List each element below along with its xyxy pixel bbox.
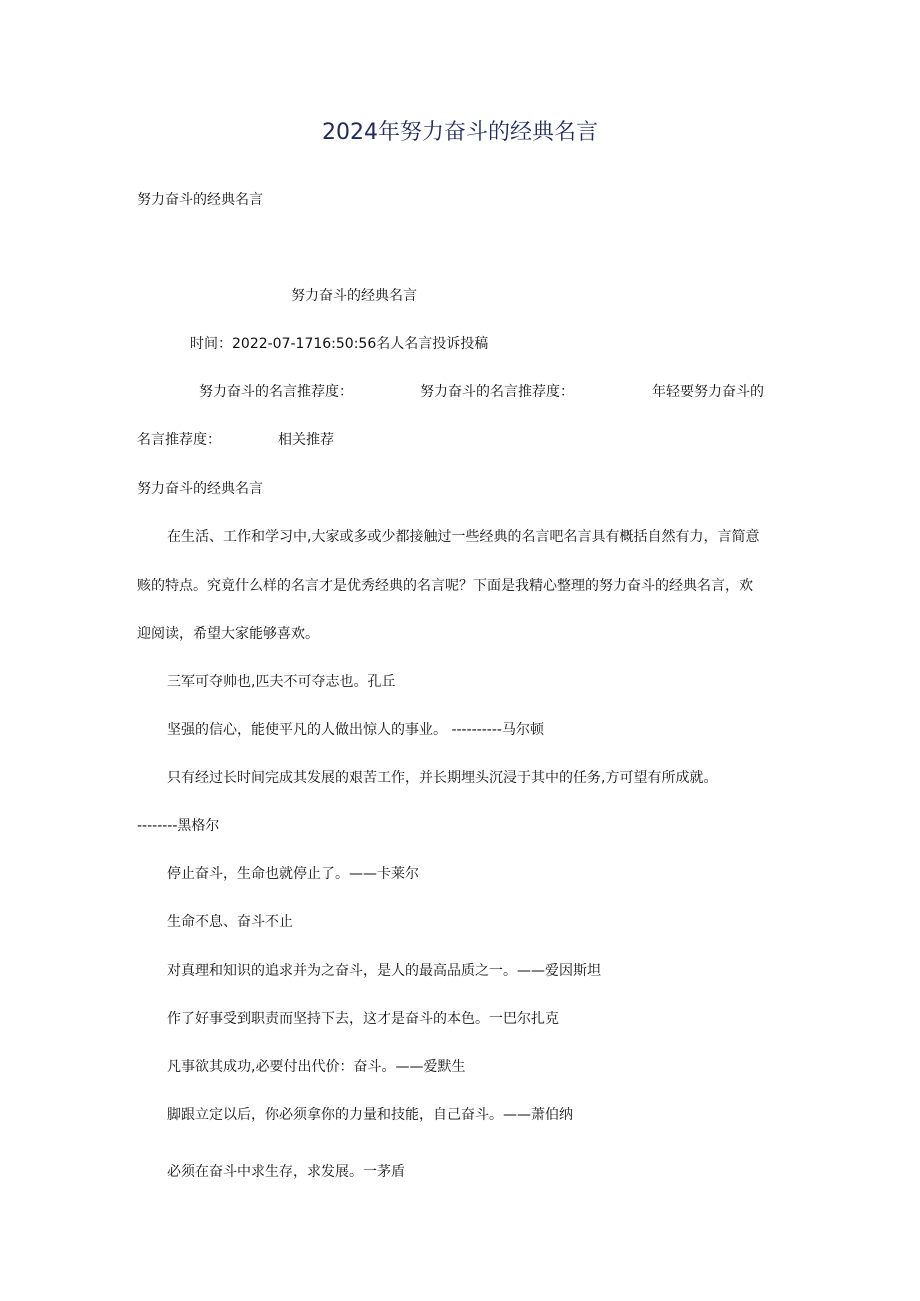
intro-line: 在生活、工作和学习中,大家或多或少都接触过一些经典的名言吧名言具有概括自然有力，言简意 — [167, 529, 760, 545]
recommend-link-3-cont[interactable]: 名言推荐度： — [137, 432, 221, 448]
quote: 脚跟立定以后，你必须拿你的力量和技能，自己奋斗。——萧伯纳 — [167, 1107, 573, 1123]
quote: 凡事欲其成功,必要付出代价：奋斗。——爱默生 — [167, 1059, 466, 1075]
quote-attribution: --------黑格尔 — [137, 818, 220, 834]
subtitle: 努力奋斗的经典名言 — [137, 192, 263, 208]
section-heading: 努力奋斗的经典名言 — [137, 481, 263, 497]
quote: 对真理和知识的追求并为之奋斗，是人的最高品质之一。——爱因斯坦 — [167, 963, 601, 979]
recommend-link-1[interactable]: 努力奋斗的名言推荐度： — [199, 384, 353, 400]
recommend-link-2[interactable]: 努力奋斗的名言推荐度： — [420, 384, 574, 400]
quote: 生命不息、奋斗不止 — [167, 914, 293, 930]
article-title: 努力奋斗的经典名言 — [291, 288, 417, 304]
quote: 坚强的信心，能使平凡的人做出惊人的事业。 ----------马尔顿 — [167, 722, 544, 738]
quote: 作了好事受到职责而坚持下去，这才是奋斗的本色。一巴尔扎克 — [167, 1011, 559, 1027]
recommend-link-3[interactable]: 年轻要努力奋斗的 — [652, 384, 764, 400]
meta-line: 时间：2022-07-1716:50:56名人名言投诉投稿 — [190, 336, 489, 352]
quote: 只有经过长时间完成其发展的艰苦工作，并长期埋头沉浸于其中的任务,方可望有所成就。 — [167, 770, 718, 786]
intro-line: 迎阅读，希望大家能够喜欢。 — [137, 626, 319, 642]
quote: 三军可夺帅也,匹夫不可夺志也。孔丘 — [167, 674, 396, 690]
intro-line: 赅的特点。究竟什么样的名言才是优秀经典的名言呢？下面是我精心整理的努力奋斗的经典名言，欢 — [137, 578, 753, 594]
document-title: 2024年努力奋斗的经典名言 — [322, 120, 598, 145]
quote: 必须在奋斗中求生存，求发展。一茅盾 — [167, 1164, 405, 1180]
quote: 停止奋斗，生命也就停止了。——卡莱尔 — [167, 866, 419, 882]
related-recommend[interactable]: 相关推荐 — [278, 432, 334, 448]
